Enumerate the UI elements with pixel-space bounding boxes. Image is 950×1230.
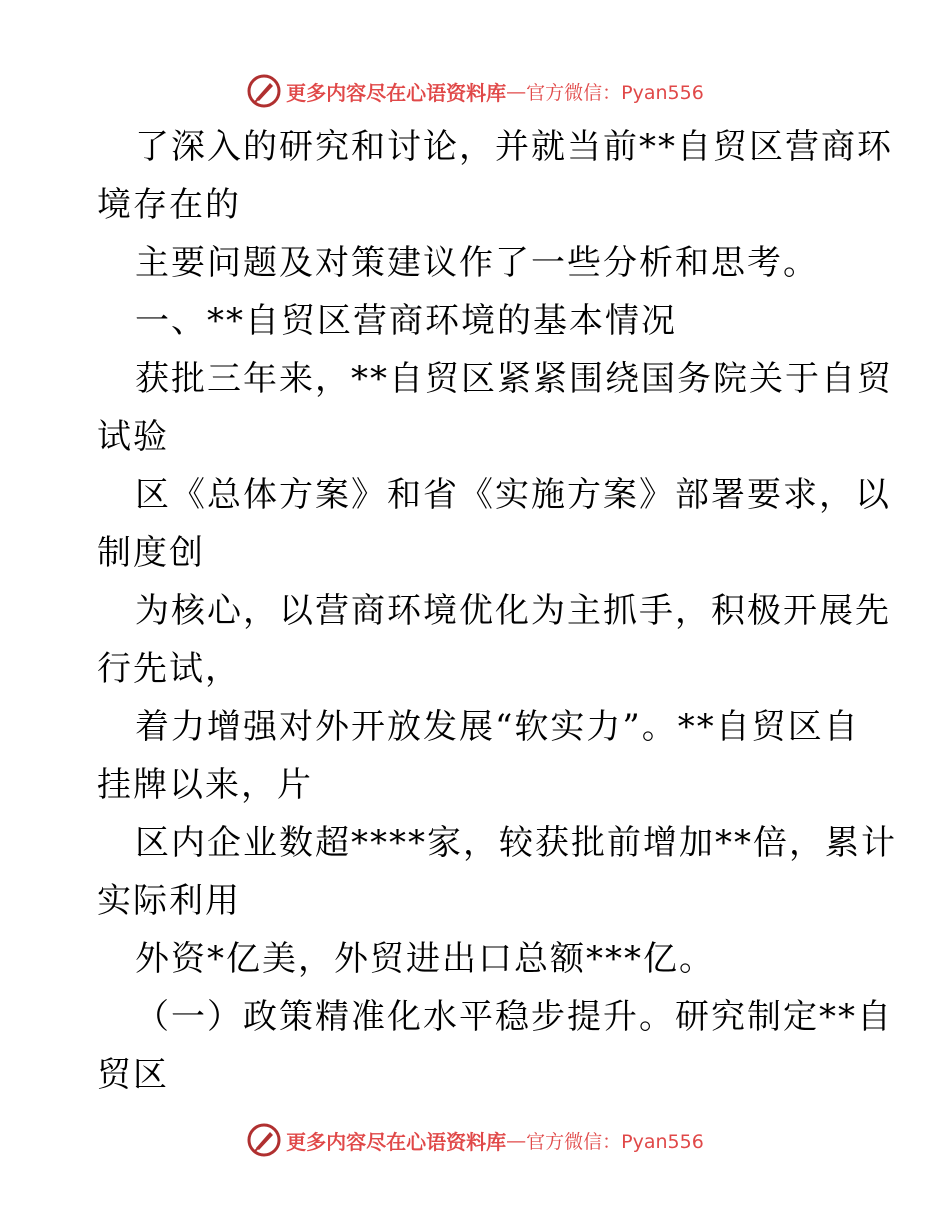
paragraph-line: 获批三年来，**自贸区紧紧围绕国务院关于自贸 — [135, 359, 893, 399]
watermark-brand-text: 更多内容尽在心语资料库 — [286, 80, 507, 105]
paragraph-line: 主要问题及对策建议作了一些分析和思考。 — [135, 243, 819, 283]
paragraph-line: 区内企业数超****家，较获批前增加**倍，累计 — [135, 823, 897, 863]
paragraph-line: 境存在的 — [97, 185, 241, 225]
paragraph-line: 为核心，以营商环境优化为主抓手，积极开展先 — [135, 591, 891, 631]
header-watermark — [0, 71, 950, 111]
paragraph-line: 挂牌以来，片 — [97, 765, 313, 805]
document-body — [97, 118, 897, 1104]
watermark-brand-text: 更多内容尽在心语资料库 — [286, 1129, 507, 1154]
watermark-wechat-text: 官方微信：Pyan556 — [526, 81, 704, 104]
paragraph-line: 制度创 — [97, 533, 205, 573]
watermark-wechat-text: 官方微信：Pyan556 — [526, 1130, 704, 1153]
paragraph-line: 行先试， — [97, 649, 241, 689]
paragraph-line: 实际利用 — [97, 881, 241, 921]
watermark-dash: — — [506, 79, 527, 103]
watermark-dash: — — [506, 1128, 527, 1152]
footer-watermark — [0, 1120, 950, 1160]
paragraph-line: 一、**自贸区营商环境的基本情况 — [135, 301, 677, 341]
paragraph-line: 了深入的研究和讨论，并就当前**自贸区营商环 — [135, 127, 893, 167]
pen-feather-logo-icon — [246, 73, 282, 109]
paragraph-line: （一）政策精准化水平稳步提升。研究制定**自 — [135, 997, 893, 1037]
paragraph-line: 外资*亿美，外贸进出口总额***亿。 — [135, 939, 715, 979]
paragraph-line: 贸区 — [97, 1055, 169, 1095]
paragraph-line: 试验 — [97, 417, 169, 457]
paragraph-line: 着力增强对外开放发展“软实力”。**自贸区自 — [135, 707, 860, 747]
paragraph-line: 区《总体方案》和省《实施方案》部署要求，以 — [135, 475, 891, 515]
pen-feather-logo-icon — [246, 1122, 282, 1158]
